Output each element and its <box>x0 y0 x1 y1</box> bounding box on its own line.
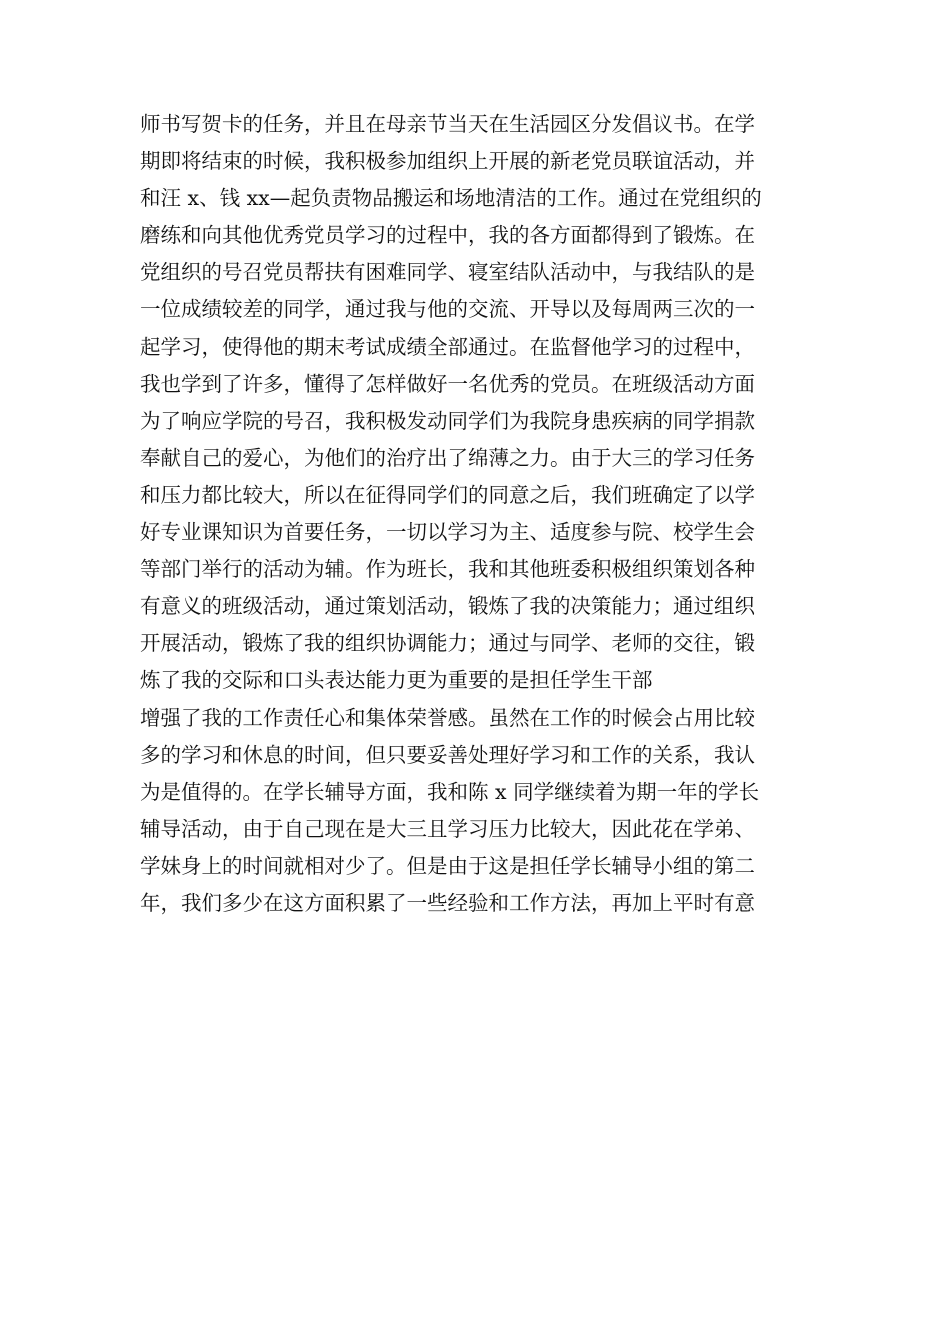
text-line: 辅导活动，由于自己现在是大三且学习压力比较大，因此花在学弟、 <box>140 816 755 841</box>
text-line: 增强了我的工作责任心和集体荣誉感。虽然在工作的时候会占用比较 <box>140 705 755 730</box>
text-line: 起学习，使得他的期末考试成绩全部通过。在监督他学习的过程中， <box>140 334 755 359</box>
text-line: 和压力都比较大，所以在征得同学们的同意之后，我们班确定了以学 <box>140 482 755 507</box>
text-line: 和汪 x、钱 xx—起负责物品搬运和场地清洁的工作。通过在党组织的 <box>140 186 762 211</box>
text-line: 年，我们多少在这方面积累了一些经验和工作方法，再加上平时有意 <box>140 890 755 915</box>
text-line: 师书写贺卡的任务，并且在母亲节当天在生活园区分发倡议书。在学 <box>140 112 755 136</box>
text-line: 好专业课知识为首要任务，一切以学习为主、适度参与院、校学生会 <box>140 520 755 545</box>
text-line: 炼了我的交际和口头表达能力更为重要的是担任学生干部 <box>140 668 653 693</box>
text-line: 多的学习和休息的时间，但只要妥善处理好学习和工作的关系，我认 <box>140 742 755 767</box>
text-line: 有意义的班级活动，通过策划活动，锻炼了我的决策能力；通过组织 <box>140 594 755 619</box>
text-line: 为是值得的。在学长辅导方面，我和陈 x 同学继续着为期一年的学长 <box>140 779 760 804</box>
text-line: 党组织的号召党员帮扶有困难同学、寝室结队活动中，与我结队的是 <box>140 260 755 285</box>
text-line: 我也学到了许多，懂得了怎样做好一名优秀的党员。在班级活动方面 <box>140 371 755 396</box>
text-line: 开展活动，锻炼了我的组织协调能力；通过与同学、老师的交往，锻 <box>140 631 755 656</box>
text-line: 奉献自己的爱心，为他们的治疗出了绵薄之力。由于大三的学习任务 <box>140 445 755 470</box>
body-text <box>140 106 830 922</box>
text-line: 磨练和向其他优秀党员学习的过程中，我的各方面都得到了锻炼。在 <box>140 223 755 248</box>
text-line: 为了响应学院的号召，我积极发动同学们为我院身患疾病的同学捐款 <box>140 408 755 433</box>
text-line: 等部门举行的活动为辅。作为班长，我和其他班委积极组织策划各种 <box>140 557 755 582</box>
text-line: 学妹身上的时间就相对少了。但是由于这是担任学长辅导小组的第二 <box>140 853 755 878</box>
text-line: 一位成绩较差的同学，通过我与他的交流、开导以及每周两三次的一 <box>140 297 755 322</box>
text-line: 期即将结束的时候，我积极参加组织上开展的新老党员联谊活动，并 <box>140 149 755 174</box>
